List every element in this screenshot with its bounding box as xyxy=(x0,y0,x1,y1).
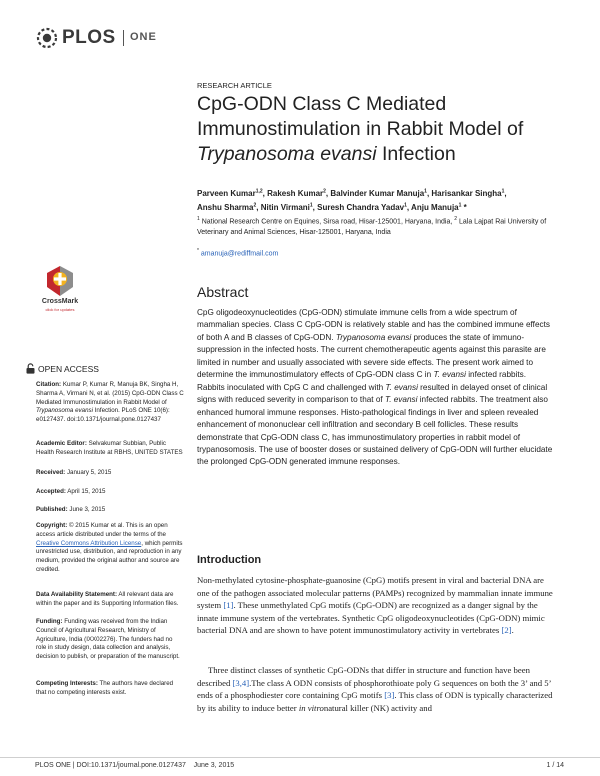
introduction-heading: Introduction xyxy=(197,554,262,566)
logo-divider xyxy=(123,30,124,46)
funding-block xyxy=(36,618,184,662)
competing-text: The authors have declared that no competing interests exist. xyxy=(36,680,174,696)
cc-license-link[interactable]: Creative Commons Attribution License xyxy=(36,539,142,547)
reference-link[interactable]: [3,4] xyxy=(232,677,250,688)
email-address[interactable]: amanuja@rediffmail.com xyxy=(198,250,279,258)
crossmark-icon xyxy=(46,265,74,297)
copyright-label: Copyright: xyxy=(36,522,68,529)
reference-link[interactable]: [1] xyxy=(223,600,234,610)
abstract-text: CpG oligodeoxynucleotides (CpG-ODN) stimulate immune cells from a wide spectrum of mammalian species. Class C CpG-ODN is relatively stable and has the combined immune effects of both A and B classes of CpG-ODN. Trypanosoma evansi produces the state of immuno-suppression in the infected hosts. The current chemotherapeutic agents against this parasite are limited in number and usually associated with severe side effects. The present work aimed to determine the immunostimulatory effects of CpG-ODN class C in T. evansi infected rabbits. Rabbits inoculated with CpG C and challenged with T. evansi resulted in delayed onset of clinical signs with reduced severity in comparison to that of T. evansi infected rabbits. The treatment also enhanced humoral immune responses. Histo-pathological findings in liver and spleen revealed enhancement of mononuclear cell infiltration and secondary B cell follicles. These results demonstrate that CpG-ODN class C, has immunostimulatory properties in rabbit model of trypanosomosis. The use of booster doses or sustained delivery of CpG-ODN will further elucidate the prolonged CpG-ODN generated immune responses. xyxy=(197,308,553,467)
accepted-date: April 15, 2015 xyxy=(65,488,106,495)
copyright-text: © 2015 Kumar et al. This is an open access article distributed under the terms of the xyxy=(36,522,168,538)
published-date: June 3, 2015 xyxy=(67,506,106,513)
affiliation-1-marker: 1 xyxy=(197,216,200,222)
citation-text: Kumar P, Kumar R, Manuja BK, Singha H, Sharma A, Virmani N, et al. (2015) CpG-ODN Class C Mediated Immunostimulation in Rabbit Model of xyxy=(36,381,184,406)
editor-text: Selvakumar Subbian, Public Health Research Institute at RBHS, UNITED STATES xyxy=(36,440,183,456)
affiliation-2-marker: 2 xyxy=(454,216,458,222)
citation-text-end: Infection. PLoS ONE 10(6): e0127437. doi:10.1371/journal.pone.0127437 xyxy=(36,407,170,424)
introduction-paragraph-1: Non-methylated cytosine-phosphate-guanosine (CpG) motifs present in viral and bacterial DNA are one of the pathogen associated molecular patterns (PAMPs) recognized by mammalian innate immune system [1]. These unmethylated CpG motifs (CpG-ODN) are recognized as a danger signal by the innate immune system of the vertebrates. Synthetic CpG oligodeoxynucleotides (CpG-ODN) mimic bacterial DNA and are shown to have potent immunostimulatory activity in vertebrates [2]. xyxy=(197,575,553,635)
author-line-2: Anshu Sharma$^2$, Nitin Virmani$^1$, Suresh Chandra Yadav$^1$, Anju Manuja$^1$ * xyxy=(197,202,467,213)
published-label: Published: xyxy=(36,506,68,513)
reference-link[interactable]: [3] xyxy=(384,690,395,700)
plos-logo-icon xyxy=(34,25,60,51)
corresponding-email[interactable] xyxy=(197,248,555,257)
published-block xyxy=(36,506,184,515)
title-line-1: CpG-ODN Class C Mediated xyxy=(197,93,447,115)
reference-link[interactable]: [2] xyxy=(501,625,512,635)
footer-divider xyxy=(0,757,600,758)
author-list xyxy=(197,185,555,214)
copyright-text-end: , which permits unrestricted use, distribution, and reproduction in any medium, provided the original author and source are credited. xyxy=(36,539,183,573)
open-access-text: OPEN ACCESS xyxy=(38,364,99,374)
page-number: 1 / 14 xyxy=(546,762,564,769)
crossmark-sublabel: click for updates xyxy=(45,307,75,312)
author-line-1: Parveen Kumar$^{1,2}$, Rakesh Kumar$^2$, Balvinder Kumar Manuja$^1$, Harisankar Singha$^1$, xyxy=(197,188,507,198)
accepted-label: Accepted: xyxy=(36,488,66,495)
competing-interests-block xyxy=(36,680,184,698)
open-lock-icon xyxy=(26,363,35,374)
article-title xyxy=(197,92,555,167)
data-availability-text: All relevant data are within the paper and its Supporting Information files. xyxy=(36,591,179,607)
affiliation-1: National Research Centre on Equines, Sirsa road, Hisar-125001, Haryana, India, xyxy=(199,218,455,226)
data-availability-label: Data Availability Statement: xyxy=(36,591,118,598)
received-block xyxy=(36,469,184,478)
received-label: Received: xyxy=(36,469,66,476)
copyright-block xyxy=(36,522,184,575)
citation-species: Trypanosoma evansi xyxy=(36,407,93,415)
crossmark-badge[interactable] xyxy=(38,265,82,317)
data-availability-block xyxy=(36,591,184,609)
affiliation-2: Lala Lajpat Rai University of Veterinary and Animal Sciences, Hisar-125001, Haryana, India xyxy=(197,218,547,236)
logo-journal: ONE xyxy=(130,31,157,43)
citation-label: Citation: xyxy=(36,381,62,388)
abstract-heading: Abstract xyxy=(197,284,249,300)
open-access-label xyxy=(26,363,176,374)
editor-label: Academic Editor: xyxy=(36,440,87,447)
introduction-paragraph-2: Three distinct classes of synthetic CpG-ODNs that differ in structure and function have been described [3,4].The class A ODN consists of phosphorothioate poly G sequences on both the 3’ and 5’ ends of a phosphodiester core containing CpG motifs [3]. This class of ODN is typically characterized by its ability to induce better in vitronatural killer (NK) activity and xyxy=(197,665,553,713)
footer-citation: PLOS ONE | DOI:10.1371/journal.pone.0127437 June 3, 2015 xyxy=(35,762,235,769)
academic-editor-block xyxy=(36,440,184,458)
citation-block xyxy=(36,381,184,425)
title-line-3-end: Infection xyxy=(376,143,456,165)
plos-one-logo[interactable] xyxy=(34,25,174,51)
funding-label: Funding: xyxy=(36,618,63,625)
logo-word: PLOS xyxy=(62,27,116,48)
title-line-2: Immunostimulation in Rabbit Model of xyxy=(197,118,524,140)
received-date: January 5, 2015 xyxy=(65,469,112,476)
funding-text: Funding was received from the Indian Council of Agricultural Research, Ministry of Agriculture, India (IXX02276). The funders had no role in study design, data collection and analysis, decision to publish, or preparation of the manuscript. xyxy=(36,618,180,661)
article-type: RESEARCH ARTICLE xyxy=(197,81,272,90)
crossmark-label: CrossMark xyxy=(41,298,79,305)
competing-label: Competing Interests: xyxy=(36,680,98,687)
affiliations xyxy=(197,214,555,239)
title-species: Trypanosoma evansi xyxy=(197,143,377,165)
accepted-block xyxy=(36,488,184,497)
corresponding-marker: * xyxy=(197,248,199,254)
